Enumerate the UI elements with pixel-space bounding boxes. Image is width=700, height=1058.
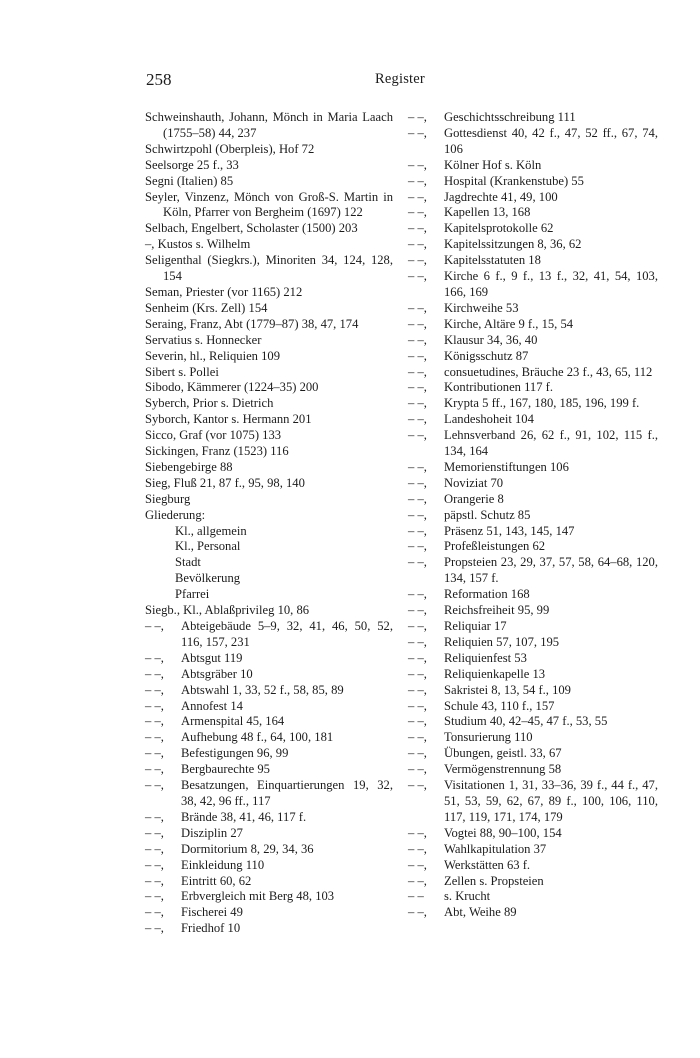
index-entry — [408, 412, 658, 428]
index-entry-text: Dormitorium 8, 29, 34, 36 — [181, 841, 314, 856]
continuation-dash: – –, — [145, 809, 164, 824]
continuation-dash: – –, — [145, 921, 164, 936]
index-entry-text: Aufhebung 48 f., 64, 100, 181 — [181, 730, 334, 745]
index-entry-text: Kontributionen 117 f. — [444, 380, 554, 395]
continuation-dash: – –, — [408, 348, 427, 363]
continuation-dash: – –, — [145, 825, 164, 840]
index-entry-text: päpstl. Schutz 85 — [444, 507, 531, 522]
index-entry: Segni (Italien) 85 — [145, 173, 234, 188]
index-entry — [408, 651, 658, 667]
index-entry: Sibodo, Kämmerer (1224–35) 200 — [145, 380, 319, 395]
index-entry — [408, 587, 658, 603]
continuation-dash: – –, — [408, 300, 427, 315]
index-entry — [145, 810, 393, 826]
continuation-dash: – –, — [408, 316, 427, 331]
index-entry — [408, 889, 658, 905]
index-entry-text: Reliquien 57, 107, 195 — [444, 634, 560, 649]
index-entry-text: Kirche 6 f., 9 f., 13 f., 32, 41, 54, 103, 166, 169 — [444, 269, 658, 299]
index-entry: Kl., Personal — [175, 539, 241, 554]
index-entry — [145, 778, 393, 810]
index-entry — [408, 539, 658, 555]
continuation-dash: – –, — [408, 364, 427, 379]
index-entry-text: Kapellen 13, 168 — [444, 205, 531, 220]
index-entry: Bevölkerung — [175, 571, 241, 586]
index-entry — [408, 858, 658, 874]
right-index-column — [408, 110, 658, 921]
index-entry — [408, 476, 658, 492]
continuation-dash: – –, — [408, 332, 427, 347]
index-entry-text: Jagdrechte 41, 49, 100 — [444, 189, 558, 204]
continuation-dash: – –, — [145, 889, 164, 904]
continuation-dash: – –, — [145, 778, 164, 793]
index-entry — [408, 269, 658, 301]
index-entry-text: Reliquienfest 53 — [444, 650, 527, 665]
index-entry-text: Kapitelsstatuten 18 — [444, 253, 541, 268]
continuation-dash: – –, — [145, 682, 164, 697]
index-entry-text: Krypta 5 ff., 167, 180, 185, 196, 199 f. — [444, 396, 640, 411]
index-entry-text: Kölner Hof s. Köln — [444, 157, 542, 172]
index-entry — [408, 699, 658, 715]
continuation-dash: – –, — [408, 698, 427, 713]
index-entry — [145, 699, 393, 715]
index-entry — [408, 221, 658, 237]
index-entry-text: Abtswahl 1, 33, 52 f., 58, 85, 89 — [181, 682, 344, 697]
index-entry — [145, 683, 393, 699]
index-entry — [145, 921, 393, 937]
index-entry-text: Studium 40, 42–45, 47 f., 53, 55 — [444, 714, 608, 729]
index-entry-text: Propsteien 23, 29, 37, 57, 58, 64–68, 120, 134, 157 f. — [444, 555, 658, 586]
continuation-dash: – –, — [408, 714, 427, 729]
index-entry — [145, 889, 393, 905]
continuation-dash: – –, — [408, 157, 427, 172]
index-entry-text: Einkleidung 110 — [181, 857, 265, 872]
index-entry — [408, 826, 658, 842]
continuation-dash: – –, — [145, 730, 164, 745]
index-entry — [408, 190, 658, 206]
continuation-dash: – –, — [408, 380, 427, 395]
index-entry — [408, 317, 658, 333]
index-entry — [408, 237, 658, 253]
index-entry: Seelsorge 25 f., 33 — [145, 157, 239, 172]
index-entry — [408, 619, 658, 635]
index-entry — [408, 874, 658, 890]
index-entry-text: Schule 43, 110 f., 157 — [444, 698, 555, 713]
index-entry — [408, 492, 658, 508]
index-entry — [145, 762, 393, 778]
index-entry: Senheim (Krs. Zell) 154 — [145, 300, 268, 315]
index-entry: Stadt — [175, 555, 201, 570]
index-entry — [408, 205, 658, 221]
index-entry — [145, 667, 393, 683]
continuation-dash: – –, — [408, 269, 427, 284]
index-entry-text: Lehnsverband 26, 62 f., 91, 102, 115 f., 134, 164 — [444, 428, 658, 459]
index-entry-text: Visitationen 1, 31, 33–36, 39 f., 44 f., 47, 51, 53, 59, 62, 67, 89 f., 100, 106, 110, 117, 119, 171, 174, 179 — [444, 778, 658, 824]
index-entry: Servatius s. Honnecker — [145, 332, 262, 347]
index-entry — [408, 428, 658, 460]
index-entry — [408, 730, 658, 746]
continuation-dash: – –, — [408, 634, 427, 649]
continuation-dash: – –, — [145, 905, 164, 920]
index-entry-text: Reichsfreiheit 95, 99 — [444, 603, 550, 618]
index-entry: Siebengebirge 88 — [145, 459, 233, 474]
index-entry — [145, 746, 393, 762]
index-entry-text: consuetudines, Bräuche 23 f., 43, 65, 112 — [444, 364, 653, 379]
index-entry — [408, 349, 658, 365]
continuation-dash: – – — [408, 889, 424, 904]
continuation-dash: – –, — [145, 698, 164, 713]
index-entry-text: Zellen s. Propsteien — [444, 873, 544, 888]
index-entry: Seman, Priester (vor 1165) 212 — [145, 284, 303, 299]
index-entry — [408, 603, 658, 619]
continuation-dash: – –, — [408, 587, 427, 602]
continuation-dash: – –, — [408, 825, 427, 840]
page-number: 258 — [146, 70, 172, 89]
index-entry-text: Abtsgräber 10 — [181, 666, 253, 681]
index-entry-text: Kapitelsprotokolle 62 — [444, 221, 554, 236]
index-entry — [145, 714, 393, 730]
index-entry-text: Präsenz 51, 143, 145, 147 — [444, 523, 575, 538]
index-entry-text: Geschichtsschreibung 111 — [444, 110, 576, 124]
index-entry — [408, 333, 658, 349]
continuation-dash: – –, — [408, 189, 427, 204]
continuation-dash: – –, — [145, 666, 164, 681]
continuation-dash: – –, — [145, 746, 164, 761]
index-entry — [145, 651, 393, 667]
index-entry-text: Kirchweihe 53 — [444, 300, 519, 315]
index-entry: Schweinshauth, Johann, Mönch in Maria Laach (1755–58) 44, 237 — [145, 110, 393, 140]
index-entry-text: Kapitelssitzungen 8, 36, 62 — [444, 237, 582, 252]
index-entry — [145, 730, 393, 746]
continuation-dash: – –, — [408, 619, 427, 633]
continuation-dash: – –, — [408, 125, 427, 140]
index-entry-text: Memorienstiftungen 106 — [444, 459, 569, 474]
index-entry — [408, 635, 658, 651]
index-entry: Kl., allgemein — [175, 523, 247, 538]
index-entry-text: Abt, Weihe 89 — [444, 905, 517, 920]
index-entry — [145, 858, 393, 874]
index-entry — [145, 874, 393, 890]
index-entry-text: Werkstätten 63 f. — [444, 857, 531, 872]
index-entry — [408, 746, 658, 762]
index-entry-text: Erbvergleich mit Berg 48, 103 — [181, 889, 335, 904]
continuation-dash: – –, — [145, 619, 164, 633]
index-entry — [408, 174, 658, 190]
index-entry: Sibert s. Pollei — [145, 364, 219, 379]
index-entry-text: Bergbaurechte 95 — [181, 762, 270, 777]
continuation-dash: – –, — [408, 459, 427, 474]
continuation-dash: – –, — [408, 682, 427, 697]
index-entry-text: Reliquiar 17 — [444, 619, 507, 633]
index-entry — [408, 158, 658, 174]
index-entry — [408, 524, 658, 540]
index-entry — [408, 126, 658, 158]
index-entry — [145, 619, 393, 651]
index-entry — [408, 380, 658, 396]
continuation-dash: – –, — [145, 857, 164, 872]
index-entry: Pfarrei — [175, 587, 210, 602]
continuation-dash: – –, — [408, 205, 427, 220]
index-entry: Syberch, Prior s. Dietrich — [145, 396, 274, 411]
index-entry: Gliederung: — [145, 507, 206, 522]
continuation-dash: – –, — [145, 873, 164, 888]
continuation-dash: – –, — [408, 491, 427, 506]
index-entry-text: Gottesdienst 40, 42 f., 47, 52 ff., 67, 74, 106 — [444, 125, 658, 156]
index-entry: Syborch, Kantor s. Hermann 201 — [145, 412, 312, 427]
index-entry — [408, 762, 658, 778]
index-entry-text: Brände 38, 41, 46, 117 f. — [181, 809, 307, 824]
index-entry: Sicco, Graf (vor 1075) 133 — [145, 428, 282, 443]
index-entry: Siegburg — [145, 491, 191, 506]
continuation-dash: – –, — [145, 650, 164, 665]
index-entry — [408, 905, 658, 921]
index-entry — [408, 110, 658, 126]
continuation-dash: – –, — [408, 237, 427, 252]
index-entry-text: Abtsgut 119 — [181, 650, 243, 665]
index-entry-text: Eintritt 60, 62 — [181, 873, 252, 888]
continuation-dash: – –, — [408, 603, 427, 618]
index-entry — [408, 396, 658, 412]
index-entry: –, Kustos s. Wilhelm — [145, 237, 251, 252]
index-entry: Sickingen, Franz (1523) 116 — [145, 444, 289, 459]
index-entry-text: Reliquienkapelle 13 — [444, 666, 546, 681]
index-entry — [408, 365, 658, 381]
index-entry-text: Fischerei 49 — [181, 905, 243, 920]
index-entry: Seraing, Franz, Abt (1779–87) 38, 47, 174 — [145, 316, 359, 331]
index-entry-text: Befestigungen 96, 99 — [181, 746, 289, 761]
index-entry — [408, 555, 658, 587]
index-entry: Schwirtzpohl (Oberpleis), Hof 72 — [145, 141, 315, 156]
continuation-dash: – –, — [408, 428, 427, 443]
index-entry-text: Armenspital 45, 164 — [181, 714, 285, 729]
continuation-dash: – –, — [408, 475, 427, 490]
index-entry — [408, 842, 658, 858]
continuation-dash: – –, — [408, 539, 427, 554]
index-entry — [145, 905, 393, 921]
index-entry: Siegb., Kl., Ablaßprivileg 10, 86 — [145, 603, 310, 618]
index-entry-text: Sakristei 8, 13, 54 f., 109 — [444, 682, 571, 697]
left-index-column — [145, 110, 393, 937]
continuation-dash: – –, — [408, 905, 427, 920]
index-entry — [145, 826, 393, 842]
index-entry-text: Orangerie 8 — [444, 491, 504, 506]
index-entry — [408, 301, 658, 317]
index-entry — [145, 842, 393, 858]
index-entry-text: Profeßleistungen 62 — [444, 539, 546, 554]
continuation-dash: – –, — [408, 555, 427, 570]
index-entry-text: Übungen, geistl. 33, 67 — [444, 746, 562, 761]
index-entry: Severin, hl., Reliquien 109 — [145, 348, 281, 363]
index-entry: Sieg, Fluß 21, 87 f., 95, 98, 140 — [145, 475, 305, 490]
index-entry — [408, 714, 658, 730]
index-entry-text: Landeshoheit 104 — [444, 412, 534, 427]
index-entry-text: Disziplin 27 — [181, 825, 243, 840]
running-head: Register — [375, 71, 425, 87]
index-entry: Selbach, Engelbert, Scholaster (1500) 203 — [145, 221, 358, 236]
continuation-dash: – –, — [408, 778, 427, 793]
continuation-dash: – –, — [408, 221, 427, 236]
continuation-dash: – –, — [145, 714, 164, 729]
index-entry-text: Königsschutz 87 — [444, 348, 529, 363]
index-entry-text: Vermögenstrennung 58 — [444, 762, 562, 777]
continuation-dash: – –, — [145, 762, 164, 777]
continuation-dash: – –, — [408, 857, 427, 872]
continuation-dash: – –, — [408, 650, 427, 665]
index-entry-text: Annofest 14 — [181, 698, 243, 713]
index-entry-text: Friedhof 10 — [181, 921, 241, 936]
continuation-dash: – –, — [408, 841, 427, 856]
index-entry-text: Vogtei 88, 90–100, 154 — [444, 825, 562, 840]
continuation-dash: – –, — [408, 396, 427, 411]
continuation-dash: – –, — [408, 730, 427, 745]
continuation-dash: – –, — [408, 173, 427, 188]
index-entry-text: s. Krucht — [444, 889, 491, 904]
continuation-dash: – –, — [408, 762, 427, 777]
index-entry: Seligenthal (Siegkrs.), Minoriten 34, 124, 128, 154 — [145, 253, 393, 284]
continuation-dash: – –, — [408, 110, 427, 124]
continuation-dash: – –, — [408, 873, 427, 888]
continuation-dash: – –, — [408, 523, 427, 538]
index-entry-text: Kirche, Altäre 9 f., 15, 54 — [444, 316, 574, 331]
index-entry-text: Tonsurierung 110 — [444, 730, 533, 745]
index-entry: Seyler, Vinzenz, Mönch von Groß-S. Martin in Köln, Pfarrer von Bergheim (1697) 122 — [145, 189, 393, 220]
index-entry-text: Besatzungen, Einquartierungen 19, 32, 38, 42, 96 ff., 117 — [181, 778, 393, 808]
continuation-dash: – –, — [408, 746, 427, 761]
index-entry — [408, 253, 658, 269]
index-entry-text: Reformation 168 — [444, 587, 530, 602]
index-entry — [408, 460, 658, 476]
index-entry — [408, 667, 658, 683]
index-entry-text: Abteigebäude 5–9, 32, 41, 46, 50, 52, 116, 157, 231 — [181, 619, 393, 649]
continuation-dash: – –, — [408, 666, 427, 681]
continuation-dash: – –, — [145, 841, 164, 856]
index-entry — [408, 683, 658, 699]
index-entry-text: Wahlkapitulation 37 — [444, 841, 547, 856]
index-entry-text: Noviziat 70 — [444, 475, 504, 490]
continuation-dash: – –, — [408, 412, 427, 427]
index-entry-text: Klausur 34, 36, 40 — [444, 332, 538, 347]
index-entry — [408, 778, 658, 826]
continuation-dash: – –, — [408, 253, 427, 268]
index-entry-text: Hospital (Krankenstube) 55 — [444, 173, 584, 188]
index-entry — [408, 508, 658, 524]
continuation-dash: – –, — [408, 507, 427, 522]
